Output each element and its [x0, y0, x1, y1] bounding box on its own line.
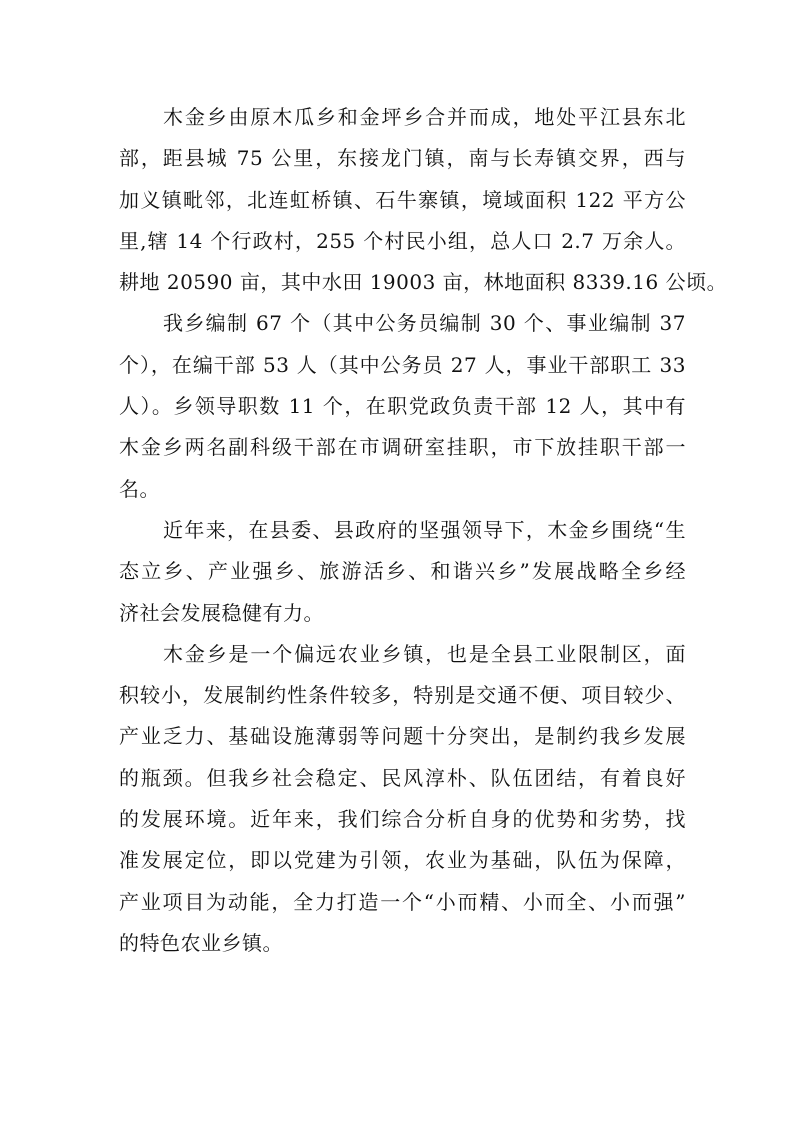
text-line: 准发展定位，即以党建为引领，农业为基础，队伍为保障，	[119, 848, 686, 873]
text-line: 木金乡是一个偏远农业乡镇，也是全县工业限制区，面	[163, 641, 686, 666]
text-line: 的特色农业乡镇。	[119, 930, 283, 955]
text-line: 济社会发展稳健有力。	[119, 600, 324, 625]
paragraph-development	[119, 634, 686, 964]
text-line: 的发展环境。近年来，我们综合分析自身的优势和劣势，找	[119, 807, 686, 832]
text-line: 名。	[119, 476, 160, 501]
text-line: 部，距县城 75 公里，东接龙门镇，南与长寿镇交界，西与	[119, 146, 686, 171]
text-line: 积较小，发展制约性条件较多，特别是交通不便、项目较少、	[119, 683, 686, 708]
paragraph-strategy	[119, 510, 686, 634]
text-line: 的瓶颈。但我乡社会稳定、民风淳朴、队伍团结，有着良好	[119, 765, 686, 790]
text-line: 产业项目为动能，全力打造一个“小而精、小而全、小而强”	[119, 889, 686, 914]
text-line: 我乡编制 67 个（其中公务员编制 30 个、事业编制 37	[163, 311, 686, 336]
document-page	[119, 97, 728, 964]
text-line: 木金乡由原木瓜乡和金坪乡合并而成，地处平江县东北	[163, 105, 686, 129]
text-line: 近年来，在县委、县政府的坚强领导下，木金乡围绕“生	[163, 517, 686, 542]
text-line: 耕地 20590 亩，其中水田 19003 亩，林地面积 8339.16 公顷。	[119, 270, 728, 295]
text-line: 个），在编干部 53 人（其中公务员 27 人，事业干部职工 33	[119, 352, 686, 377]
paragraph-staffing	[119, 303, 686, 509]
paragraph-overview	[119, 97, 728, 303]
text-line: 态立乡、产业强乡、旅游活乡、和谐兴乡”发展战略全乡经	[119, 559, 686, 584]
text-line: 里,辖 14 个行政村，255 个村民小组，总人口 2.7 万余人。	[119, 228, 686, 253]
text-line: 加义镇毗邻，北连虹桥镇、石牛寨镇，境域面积 122 平方公	[119, 187, 686, 212]
text-line: 木金乡两名副科级干部在市调研室挂职，市下放挂职干部一	[119, 435, 686, 460]
text-line: 人）。乡领导职数 11 个，在职党政负责干部 12 人，其中有	[119, 394, 686, 419]
text-line: 产业乏力、基础设施薄弱等问题十分突出，是制约我乡发展	[119, 724, 686, 749]
